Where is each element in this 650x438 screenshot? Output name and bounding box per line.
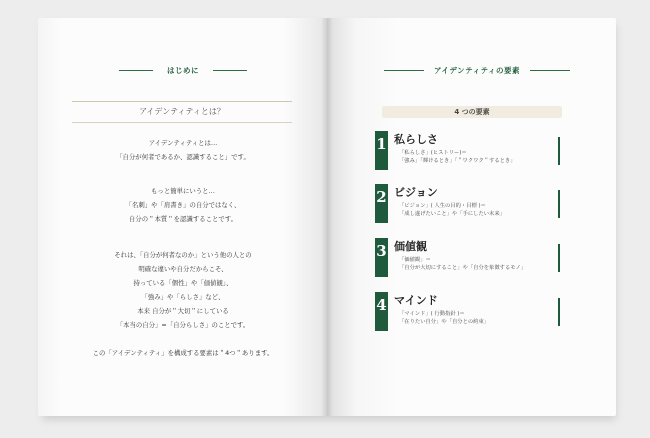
element-item-3 xyxy=(375,238,590,278)
paragraph-3 xyxy=(58,248,308,332)
element-number: 3 xyxy=(375,238,388,277)
element-item-1 xyxy=(375,131,590,171)
element-title: 価値観 xyxy=(394,240,427,253)
text-line: この「アイデンティティ」を構成する要素は＂4つ＂あります。 xyxy=(92,349,274,357)
element-bar xyxy=(558,244,560,272)
paragraph-4 xyxy=(58,346,308,360)
element-number: 4 xyxy=(375,292,388,331)
right-page xyxy=(327,18,616,416)
element-description: 「ビジョン」( 人生の目的・目標 )＝ 「成し遂げたいこと」や「手にしたい未来」 xyxy=(399,203,505,217)
open-book xyxy=(38,18,616,416)
element-description: 「私らしさ」(ヒストリー)＝ 「強み」「輝けるとき」「＂ワクワク＂するとき」 xyxy=(399,150,516,164)
paragraph-1 xyxy=(58,136,308,164)
heading-line xyxy=(119,70,153,71)
book-spine xyxy=(321,18,333,416)
left-heading xyxy=(108,65,258,76)
right-heading-text: アイデンティティの要素 xyxy=(434,66,520,75)
element-number: 1 xyxy=(375,131,388,170)
right-heading xyxy=(357,65,597,76)
left-heading-text: はじめに xyxy=(167,66,199,75)
element-item-2 xyxy=(375,184,590,224)
element-item-4 xyxy=(375,292,590,332)
left-subtitle: アイデンティティとは？ xyxy=(72,101,292,123)
element-bar xyxy=(558,298,560,326)
element-bar xyxy=(558,137,560,165)
text-line: 持っている「個性」や「価値観」、 xyxy=(133,279,233,287)
element-description: 「価値観」＝ 「自分が大切にすること」や「自分を象徴するモノ」 xyxy=(399,257,527,271)
text-line: 「強み」や「らしさ」など、 xyxy=(141,293,225,301)
heading-line xyxy=(530,70,570,71)
text-line: アイデンティティとは… xyxy=(148,139,218,147)
text-line: 「自分が何者であるか、認識すること」です。 xyxy=(116,153,250,161)
text-line: 「本当の自分」=「自分らしさ」のことです。 xyxy=(116,321,250,329)
text-line: もっと簡単にいうと… xyxy=(151,187,215,195)
text-line: 「名刺」や「肩書き」の自分ではなく、 xyxy=(125,201,241,209)
heading-line xyxy=(384,70,424,71)
text-line: 明確な違いや自分だからこそ、 xyxy=(138,265,228,273)
element-number: 2 xyxy=(375,184,388,223)
element-title: ビジョン xyxy=(394,186,438,199)
element-title: 私らしさ xyxy=(394,133,438,146)
elements-pill: 4 つの要素 xyxy=(382,106,562,118)
text-line: それは、「自分が何者なのか」という他の人との xyxy=(114,251,252,259)
element-description: 「マインド」( 行動指針 )＝ 「在りたい自分」や「自分との約束」 xyxy=(399,311,490,325)
left-page xyxy=(38,18,327,416)
text-line: 自分の＂本質＂を認識することです。 xyxy=(128,215,238,223)
element-title: マインド xyxy=(394,294,438,307)
text-line: 本来 自分が＂大切＂にしている xyxy=(137,307,229,315)
heading-line xyxy=(213,70,247,71)
element-bar xyxy=(558,190,560,218)
paragraph-2 xyxy=(58,184,308,226)
